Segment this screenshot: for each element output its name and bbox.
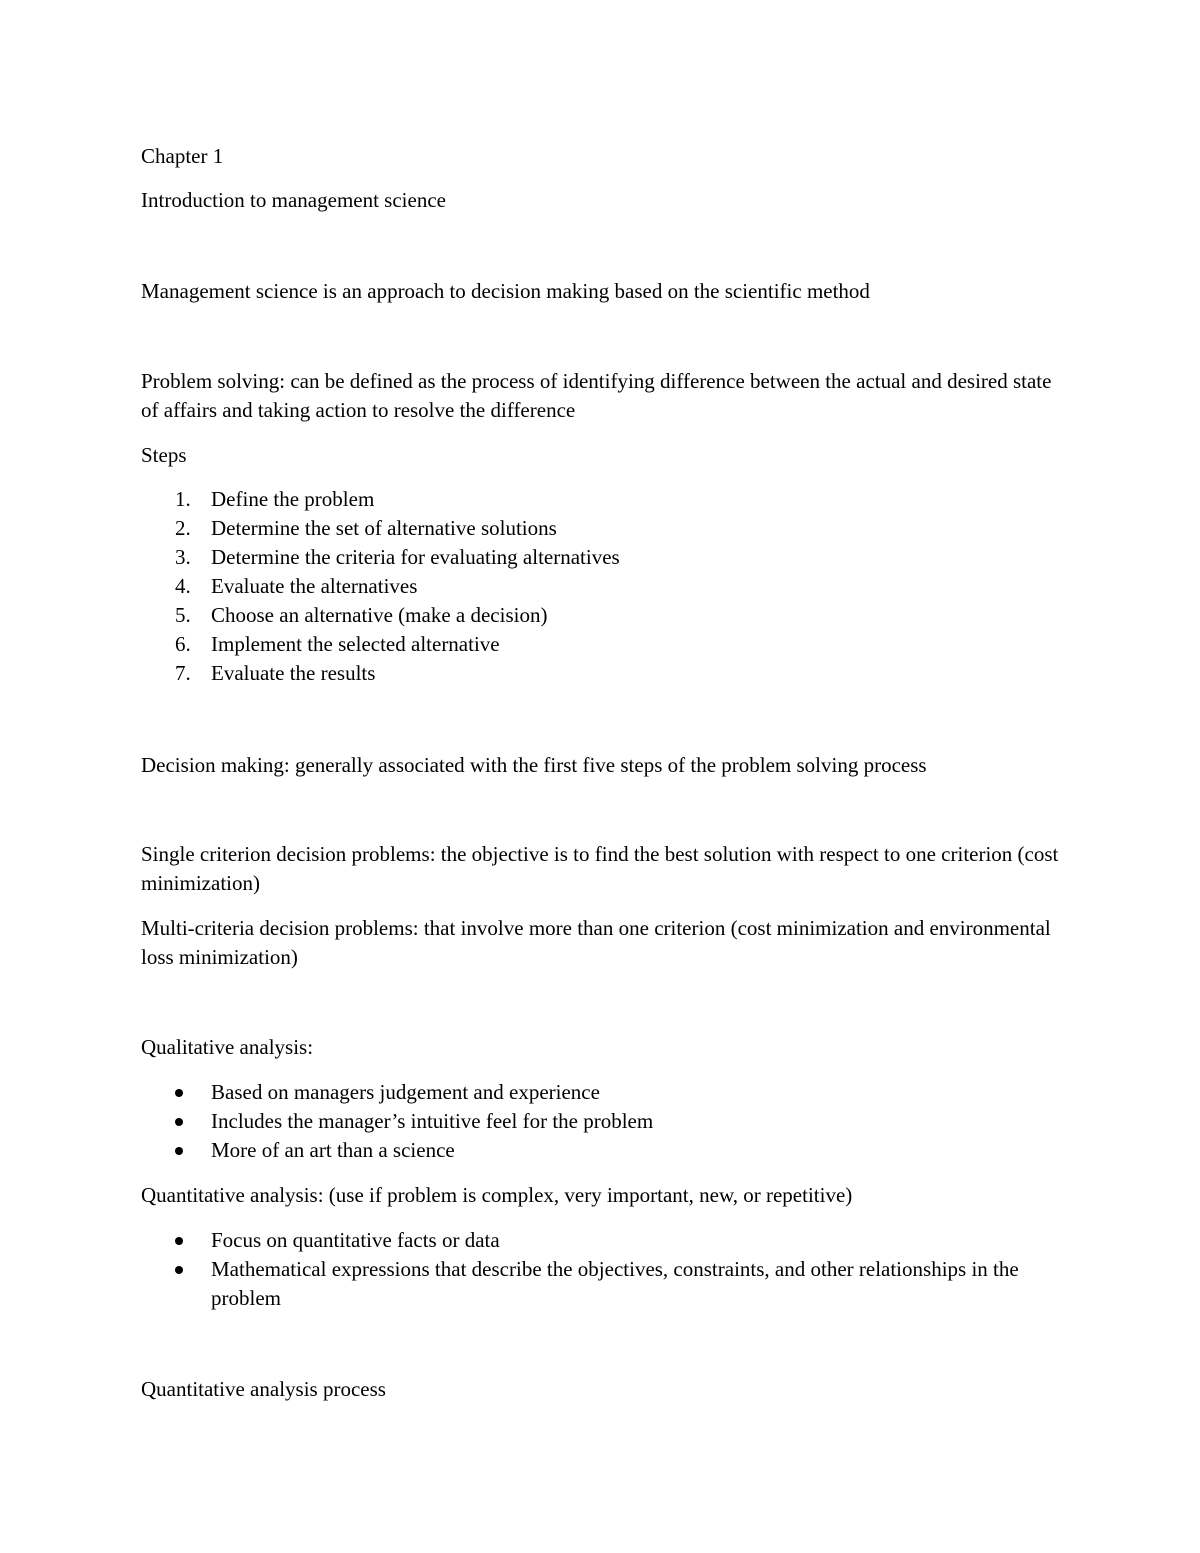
step-text: Evaluate the alternatives: [211, 574, 418, 598]
step-text: Choose an alternative (make a decision): [211, 603, 548, 627]
step-text: Determine the set of alternative solutions: [211, 516, 557, 540]
step-item: [141, 572, 1071, 601]
bullet-icon: [175, 1089, 183, 1097]
step-number: 5.: [175, 603, 191, 627]
chapter-subtitle: Introduction to management science: [141, 188, 446, 212]
qualitative-list: [141, 1078, 1071, 1165]
qualitative-item: [141, 1107, 1071, 1136]
problem-solving-paragraph: Problem solving: can be defined as the process of identifying difference between the actual and desired state of affairs and taking action to resolve the difference: [141, 369, 1052, 422]
step-number: 3.: [175, 545, 191, 569]
bullet-icon: [175, 1237, 183, 1245]
step-text: Implement the selected alternative: [211, 632, 500, 656]
step-item: [141, 630, 1071, 659]
quantitative-item: [141, 1226, 1071, 1255]
bullet-icon: [175, 1118, 183, 1126]
step-item: [141, 659, 1071, 688]
quantitative-text: Focus on quantitative facts or data: [211, 1228, 500, 1252]
step-item: [141, 543, 1071, 572]
qualitative-item: [141, 1136, 1071, 1165]
steps-heading: Steps: [141, 443, 187, 467]
qualitative-text: More of an art than a science: [211, 1138, 455, 1162]
qualitative-heading: Qualitative analysis:: [141, 1035, 314, 1059]
single-criterion-paragraph: Single criterion decision problems: the objective is to find the best solution with respect to one criterion (cost minimization): [141, 842, 1059, 895]
bullet-icon: [175, 1266, 183, 1274]
quantitative-item: [141, 1255, 1071, 1313]
qualitative-text: Based on managers judgement and experience: [211, 1080, 600, 1104]
step-number: 7.: [175, 661, 191, 685]
step-number: 2.: [175, 516, 191, 540]
step-number: 1.: [175, 487, 191, 511]
bullet-icon: [175, 1147, 183, 1155]
steps-list: [141, 485, 1071, 688]
chapter-title: Chapter 1: [141, 144, 224, 168]
step-number: 4.: [175, 574, 191, 598]
decision-making-paragraph: Decision making: generally associated with the first five steps of the problem solving process: [141, 753, 927, 777]
qualitative-item: [141, 1078, 1071, 1107]
step-item: [141, 514, 1071, 543]
step-item: [141, 601, 1071, 630]
quantitative-list: [141, 1226, 1071, 1313]
step-text: Evaluate the results: [211, 661, 376, 685]
definition-paragraph: Management science is an approach to decision making based on the scientific method: [141, 279, 870, 303]
quantitative-text: Mathematical expressions that describe the objectives, constraints, and other relationships in the problem: [211, 1257, 1019, 1310]
step-item: [141, 485, 1071, 514]
step-text: Determine the criteria for evaluating alternatives: [211, 545, 620, 569]
quantitative-heading: Quantitative analysis: (use if problem is complex, very important, new, or repetitive): [141, 1183, 853, 1207]
multi-criteria-paragraph: Multi-criteria decision problems: that involve more than one criterion (cost minimization and environmental loss minimization): [141, 916, 1051, 969]
step-number: 6.: [175, 632, 191, 656]
qualitative-text: Includes the manager’s intuitive feel for the problem: [211, 1109, 654, 1133]
step-text: Define the problem: [211, 487, 375, 511]
process-heading: Quantitative analysis process: [141, 1377, 386, 1401]
